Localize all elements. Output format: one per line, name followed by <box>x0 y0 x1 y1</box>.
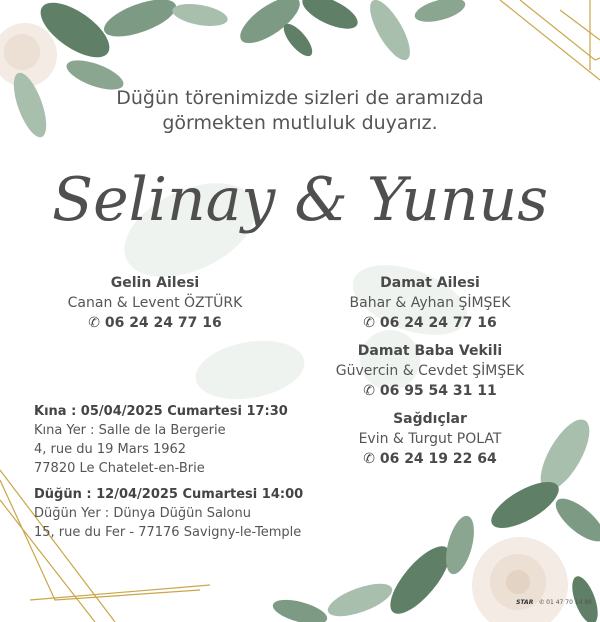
printer-brand-logo: STAR <box>516 599 534 606</box>
groom-family-phone: ✆ 06 24 24 77 16 <box>363 315 497 331</box>
kina-heading: Kına : 05/04/2025 Cumartesi 17:30 <box>34 404 288 419</box>
kina-info-block <box>34 402 288 478</box>
gold-frame-top <box>500 0 600 80</box>
groom-family-block <box>315 273 545 333</box>
groom-family-heading: Damat Ailesi <box>380 275 480 291</box>
witnesses-phone: ✆ 06 24 19 22 64 <box>363 451 497 467</box>
wedding-info-block <box>34 485 303 542</box>
intro-line-2: görmekten mutluluk duyarız. <box>162 112 438 134</box>
kina-venue: Kına Yer : Salle de la Bergerie <box>34 423 226 438</box>
couple-names: Selinay & Yunus <box>52 165 548 235</box>
groom-family-names: Bahar & Ayhan ŞİMŞEK <box>349 295 511 311</box>
groom-proxy-phone: ✆ 06 95 54 31 11 <box>363 383 497 399</box>
bride-family-heading: Gelin Ailesi <box>110 275 200 291</box>
groom-proxy-names: Güvercin & Cevdet ŞİMŞEK <box>335 363 525 379</box>
bride-family-block <box>40 273 270 333</box>
groom-proxy-block <box>315 341 545 401</box>
kina-address-line-2: 77820 Le Chatelet-en-Brie <box>34 461 205 476</box>
witnesses-heading: Sağdıçlar <box>393 411 467 427</box>
groom-proxy-heading: Damat Baba Vekili <box>357 343 503 359</box>
printer-credit <box>516 599 592 606</box>
invitation-intro <box>0 86 600 136</box>
wedding-venue: Düğün Yer : Dünya Düğün Salonu <box>34 506 251 521</box>
intro-line-1: Düğün törenimizde sizleri de aramızda <box>116 87 484 109</box>
top-right-foliage <box>233 0 467 65</box>
witnesses-names: Evin & Turgut POLAT <box>358 431 502 447</box>
printer-phone: ✆ 01 47 70 14 86 <box>539 599 592 606</box>
bride-family-names: Canan & Levent ÖZTÜRK <box>67 295 243 311</box>
wedding-address: 15, rue du Fer - 77176 Savigny-le-Temple <box>34 525 302 540</box>
witnesses-block <box>315 409 545 469</box>
kina-address-line-1: 4, rue du 19 Mars 1962 <box>34 442 187 457</box>
wedding-heading: Düğün : 12/04/2025 Cumartesi 14:00 <box>34 487 304 502</box>
bride-family-phone: ✆ 06 24 24 77 16 <box>88 315 222 331</box>
